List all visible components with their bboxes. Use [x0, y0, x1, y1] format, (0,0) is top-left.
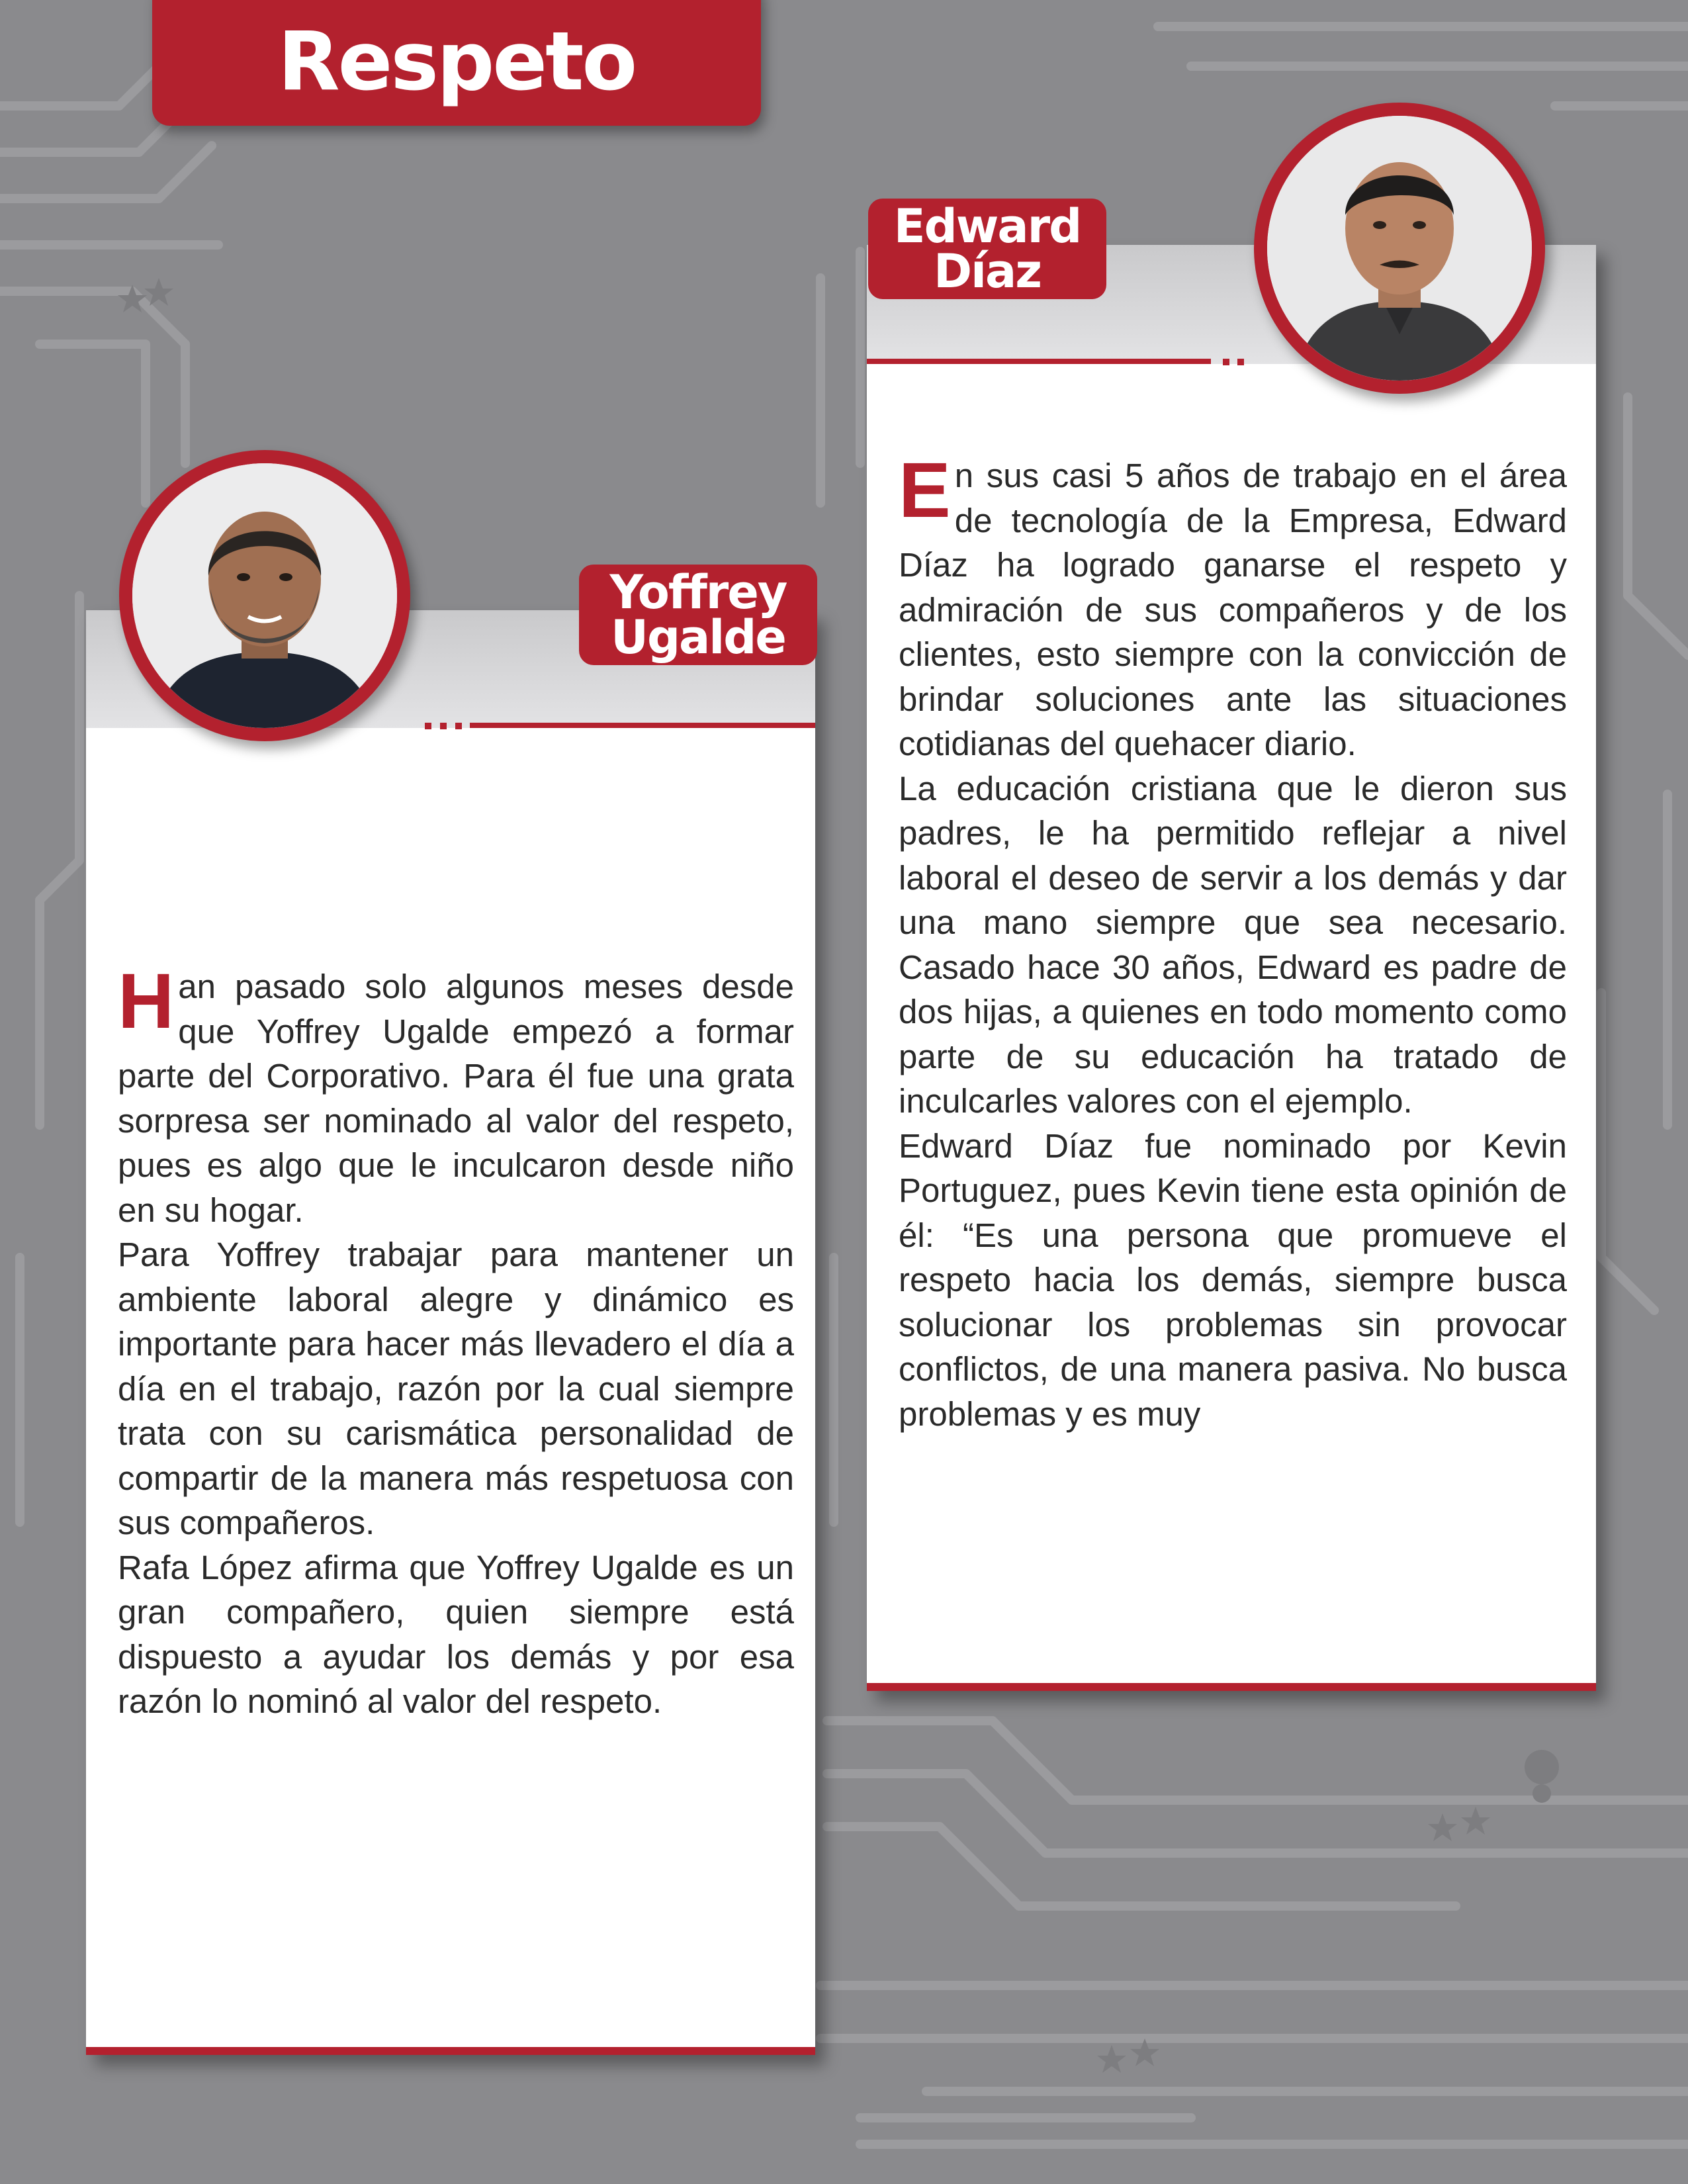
bio-paragraph: Edward Díaz fue nominado por Kevin Portuguez, pues Kevin tiene esta opinión de él: “Es una persona que promueve el respeto hacia los demás, siempre busca solucionar los problemas sin provocar conflictos, de una manera pasiva. No busca problemas y es muy — [899, 1126, 1567, 1433]
profile-card-edward — [867, 245, 1596, 1691]
portrait-photo-icon — [132, 463, 397, 728]
name-line-1: Edward — [893, 199, 1081, 253]
portrait-photo-icon — [1267, 116, 1532, 381]
card-header-dot — [425, 723, 431, 729]
name-tag-edward — [868, 199, 1106, 299]
bio-paragraph: Para Yoffrey trabajar para mantener un ambiente laboral alegre y dinámico es importante para hacer más llevadero el día a día en el trabajo, razón por la cual siempre trata con su carismática personalidad de compartir de la manera más respetuosa con sus compañeros. — [118, 1236, 794, 1541]
bio-paragraph: Rafa López afirma que Yoffrey Ugalde es un gran compañero, quien siempre está dispuesto a ayudar los demás y por esa razón lo nominó al valor del respeto. — [118, 1548, 794, 1720]
card-bottom-line — [86, 2047, 815, 2055]
photo-frame-yoffrey — [119, 450, 410, 741]
bio-paragraph: La educación cristiana que le dieron sus padres, le ha permitido reflejar a nivel laboral el deseo de servir a los demás y dar una mano siempre que sea necesario. Casado hace 30 años, Edward es padre de dos hijas, a quienes en todo momento como parte de su educación ha tratado de inculcarles valores con el ejemplo. — [899, 769, 1567, 1120]
card-header-dot — [455, 723, 462, 729]
card-header-dot — [1223, 359, 1229, 365]
name-line-2: Díaz — [933, 244, 1042, 298]
card-header-dot — [440, 723, 447, 729]
photo-frame-edward — [1254, 103, 1545, 394]
dropcap-letter: E — [899, 447, 951, 534]
section-title: Respeto — [277, 15, 636, 109]
card-bottom-line — [867, 1683, 1596, 1691]
profile-bio-yoffrey — [118, 958, 794, 1724]
bio-paragraph: Han pasado solo algunos meses desde que Yoffrey Ugalde empezó a formar parte del Corporativo. Para él fue una grata sorpresa ser nominado al valor del respeto, pues es algo que le inculcaron desde niño en su hogar. — [118, 958, 794, 1229]
name-line-1: Yoffrey — [609, 565, 787, 619]
name-tag-yoffrey — [579, 565, 817, 665]
profile-bio-edward — [899, 447, 1567, 1436]
bio-paragraph: En sus casi 5 años de trabajo en el área de tecnología de la Empresa, Edward Díaz ha logrado ganarse el respeto y admiración de sus compañeros y de los clientes, esto siempre con la convicción de brindar soluciones ante las situaciones cotidianas del quehacer diario. — [899, 447, 1567, 762]
profile-card-yoffrey — [86, 610, 815, 2055]
card-header-dot — [1237, 359, 1244, 365]
card-header-line — [867, 359, 1211, 364]
name-line-2: Ugalde — [611, 610, 785, 664]
card-header-line — [470, 723, 815, 728]
dropcap-letter: H — [118, 958, 175, 1045]
